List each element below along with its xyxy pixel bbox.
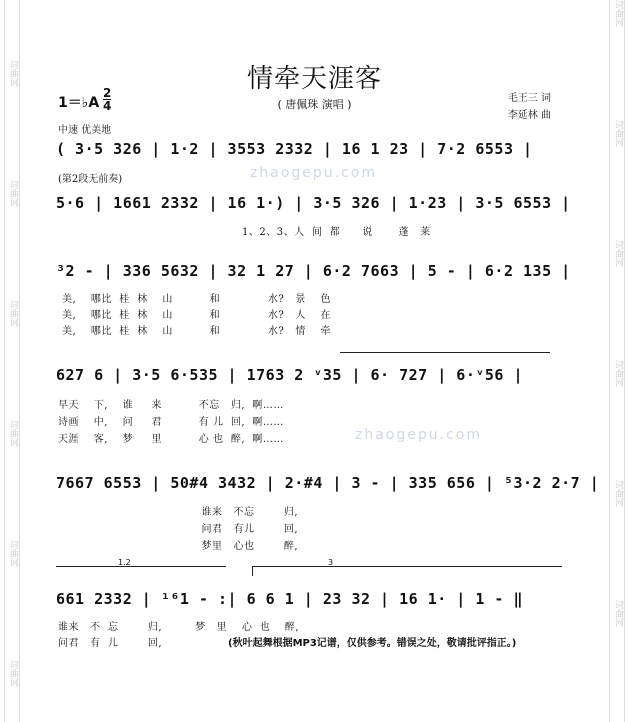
notation-row: 627 6 | 3·5 6·535 | 1763 2 ᵛ35 | 6· 727 | 6·ᵛ56 | (56, 366, 524, 384)
side-mark: 词曲网 (613, 360, 623, 387)
time-signature (103, 87, 111, 112)
notation-row: ³2 - | 336 5632 | 32 1 27 | 6·2 7663 | 5 - | 6·2 135 | (56, 262, 571, 280)
transcription-note: (秋叶起舞根据MP3记谱，仅供参考。错误之处，敬请批评指正。) (228, 638, 517, 649)
notation-row: ( 3·5 326 | 1·2 | 3553 2332 | 16 1 23 | 7·2 6553 | (56, 140, 533, 158)
side-mark: 词曲网 (8, 180, 18, 207)
lyric-line: 谁来 不 忘 归, 梦 里 心 也 醉, (58, 622, 300, 633)
lyric-line: 问君 有 儿 回, (58, 638, 163, 649)
lyric-line: 梦里 心也 醉, (58, 541, 299, 552)
song-title: 情牵天涯客 (246, 64, 382, 94)
tempo-marking: 中速 优美地 (58, 125, 112, 136)
composer-credit: 李延林 曲 (507, 110, 551, 121)
intro-note: (第2段无前奏) (58, 174, 123, 185)
volta-bracket-1-2 (56, 566, 226, 567)
watermark: zhaogepu.com (355, 427, 482, 443)
side-mark: 词曲网 (613, 0, 623, 27)
watermark: zhaogepu.com (250, 165, 377, 181)
meter-top: 2 (103, 86, 112, 100)
phrase-line (340, 352, 550, 353)
side-mark: 词曲网 (613, 240, 623, 267)
lyric-line: 美, 哪比 桂 林 山 和 水? 人 在 (62, 310, 332, 321)
side-mark: 词曲网 (613, 600, 623, 627)
lyric-line: 1、2、3、人 间 都 说 蓬 莱 (242, 227, 431, 238)
side-mark: 词曲网 (8, 60, 18, 87)
lyric-line: 美, 哪比 桂 林 山 和 水? 景 色 (62, 294, 332, 305)
lyric-line: 早天 下, 谁 来 不忘 归, 啊…… (58, 400, 284, 411)
lyric-line: 问君 有儿 回, (58, 524, 299, 535)
side-mark: 词曲网 (613, 480, 623, 507)
side-mark: 词曲网 (8, 540, 18, 567)
lyricist-credit: 毛王三 词 (507, 93, 551, 104)
notation-row: 5·6 | 1661 2332 | 16 1·) | 3·5 326 | 1·23 | 3·5 6553 | (56, 194, 571, 212)
key-signature: 1＝♭A (58, 95, 100, 111)
side-mark: 词曲网 (8, 300, 18, 327)
singer-credit: ( 唐佩珠 演唱 ) (277, 98, 352, 111)
notation-row: 661 2332 | ¹⁶1 - :| 6 6 1 | 23 32 | 16 1· | 1 - ‖ (56, 590, 524, 608)
notation-row: 7667 6553 | 50#4 3432 | 2·#4 | 3 - | 335 656 | ⁵3·2 2·7 | (56, 474, 600, 492)
volta-bracket-3-start (252, 566, 253, 576)
lyric-line: 美, 哪比 桂 林 山 和 水? 情 牵 (62, 326, 332, 337)
side-mark: 词曲网 (8, 420, 18, 447)
lyric-line: 天涯 客, 梦 里 心 也 醉, 啊…… (58, 434, 284, 445)
side-mark: 词曲网 (613, 120, 623, 147)
meter-bottom: 4 (103, 99, 112, 113)
volta-label-1-2: 1.2 (118, 558, 131, 567)
volta-bracket-3 (252, 566, 562, 567)
volta-label-3: 3 (328, 558, 334, 567)
lyric-line: 谁来 不忘 归, (58, 507, 299, 518)
lyric-line: 诗画 中, 问 君 有 儿 回, 啊…… (58, 417, 284, 428)
side-mark: 词曲网 (8, 660, 18, 687)
